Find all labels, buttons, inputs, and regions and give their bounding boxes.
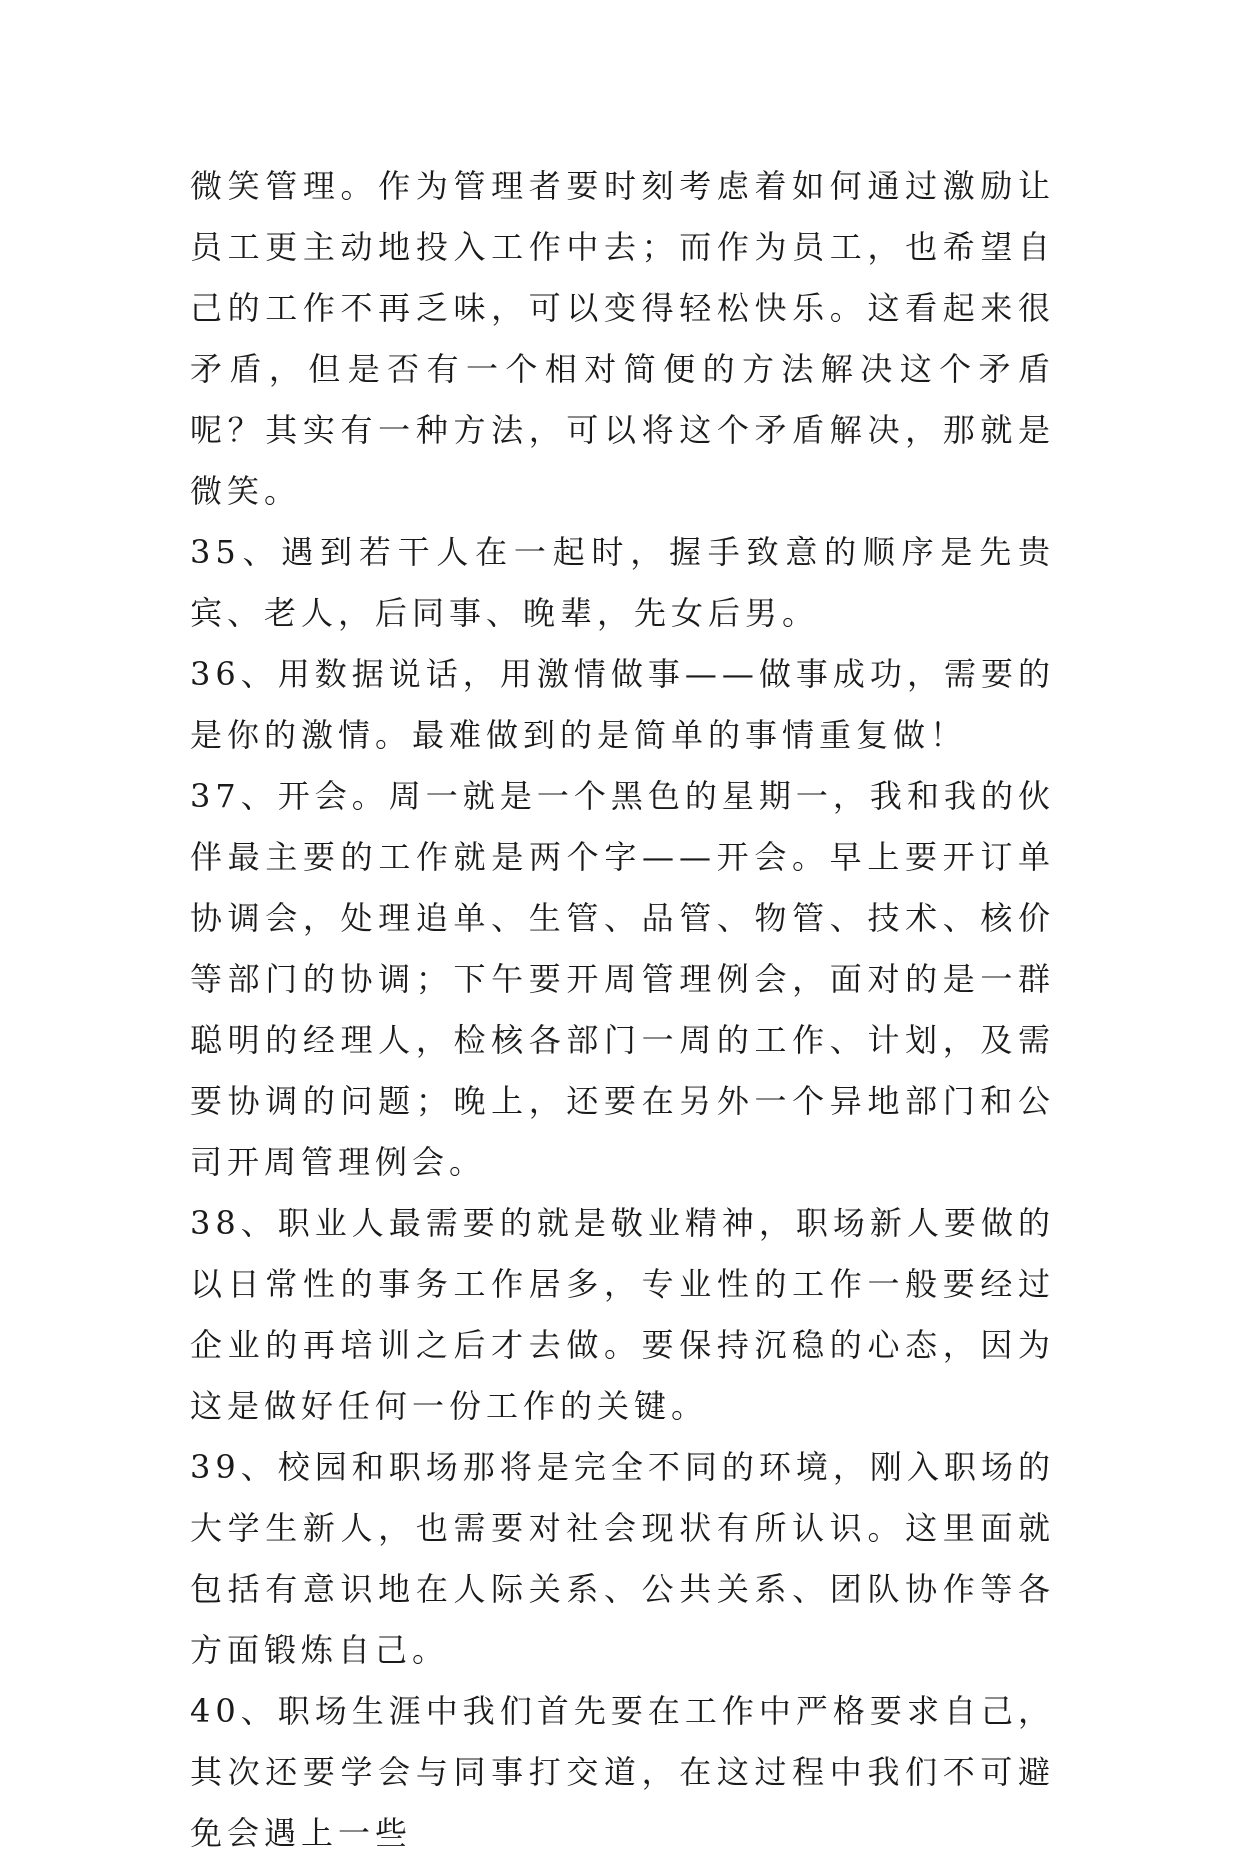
document-body <box>190 156 1055 1864</box>
paragraph-item-39: 39、校园和职场那将是完全不同的环境，刚入职场的大学生新人，也需要对社会现状有所认识。这里面就包括有意识地在人际关系、公共关系、团队协作等各方面锻炼自己。 <box>190 1448 1055 1669</box>
paragraph-item-38: 38、职业人最需要的就是敬业精神，职场新人要做的以日常性的事务工作居多，专业性的工作一般要经过企业的再培训之后才去做。要保持沉稳的心态，因为这是做好任何一份工作的关键。 <box>190 1204 1055 1425</box>
paragraph-item-36: 36、用数据说话，用激情做事——做事成功，需要的是你的激情。最难做到的是简单的事情重复做！ <box>190 655 1055 754</box>
paragraph-item-35: 35、遇到若干人在一起时，握手致意的顺序是先贵宾、老人，后同事、晚辈，先女后男。 <box>190 533 1055 632</box>
paragraph-smile-management: 微笑管理。作为管理者要时刻考虑着如何通过激励让员工更主动地投入工作中去；而作为员工，也希望自己的工作不再乏味，可以变得轻松快乐。这看起来很矛盾，但是否有一个相对简便的方法解决这个矛盾呢？其实有一种方法，可以将这个矛盾解决，那就是微笑。 <box>190 167 1055 510</box>
paragraph-item-40: 40、职场生涯中我们首先要在工作中严格要求自己，其次还要学会与同事打交道，在这过程中我们不可避免会遇上一些 <box>190 1692 1055 1852</box>
paragraph-item-37: 37、开会。周一就是一个黑色的星期一，我和我的伙伴最主要的工作就是两个字——开会。早上要开订单协调会，处理追单、生管、品管、物管、技术、核价等部门的协调；下午要开周管理例会，面对的是一群聪明的经理人，检核各部门一周的工作、计划，及需要协调的问题；晚上，还要在另外一个异地部门和公司开周管理例会。 <box>190 777 1055 1181</box>
